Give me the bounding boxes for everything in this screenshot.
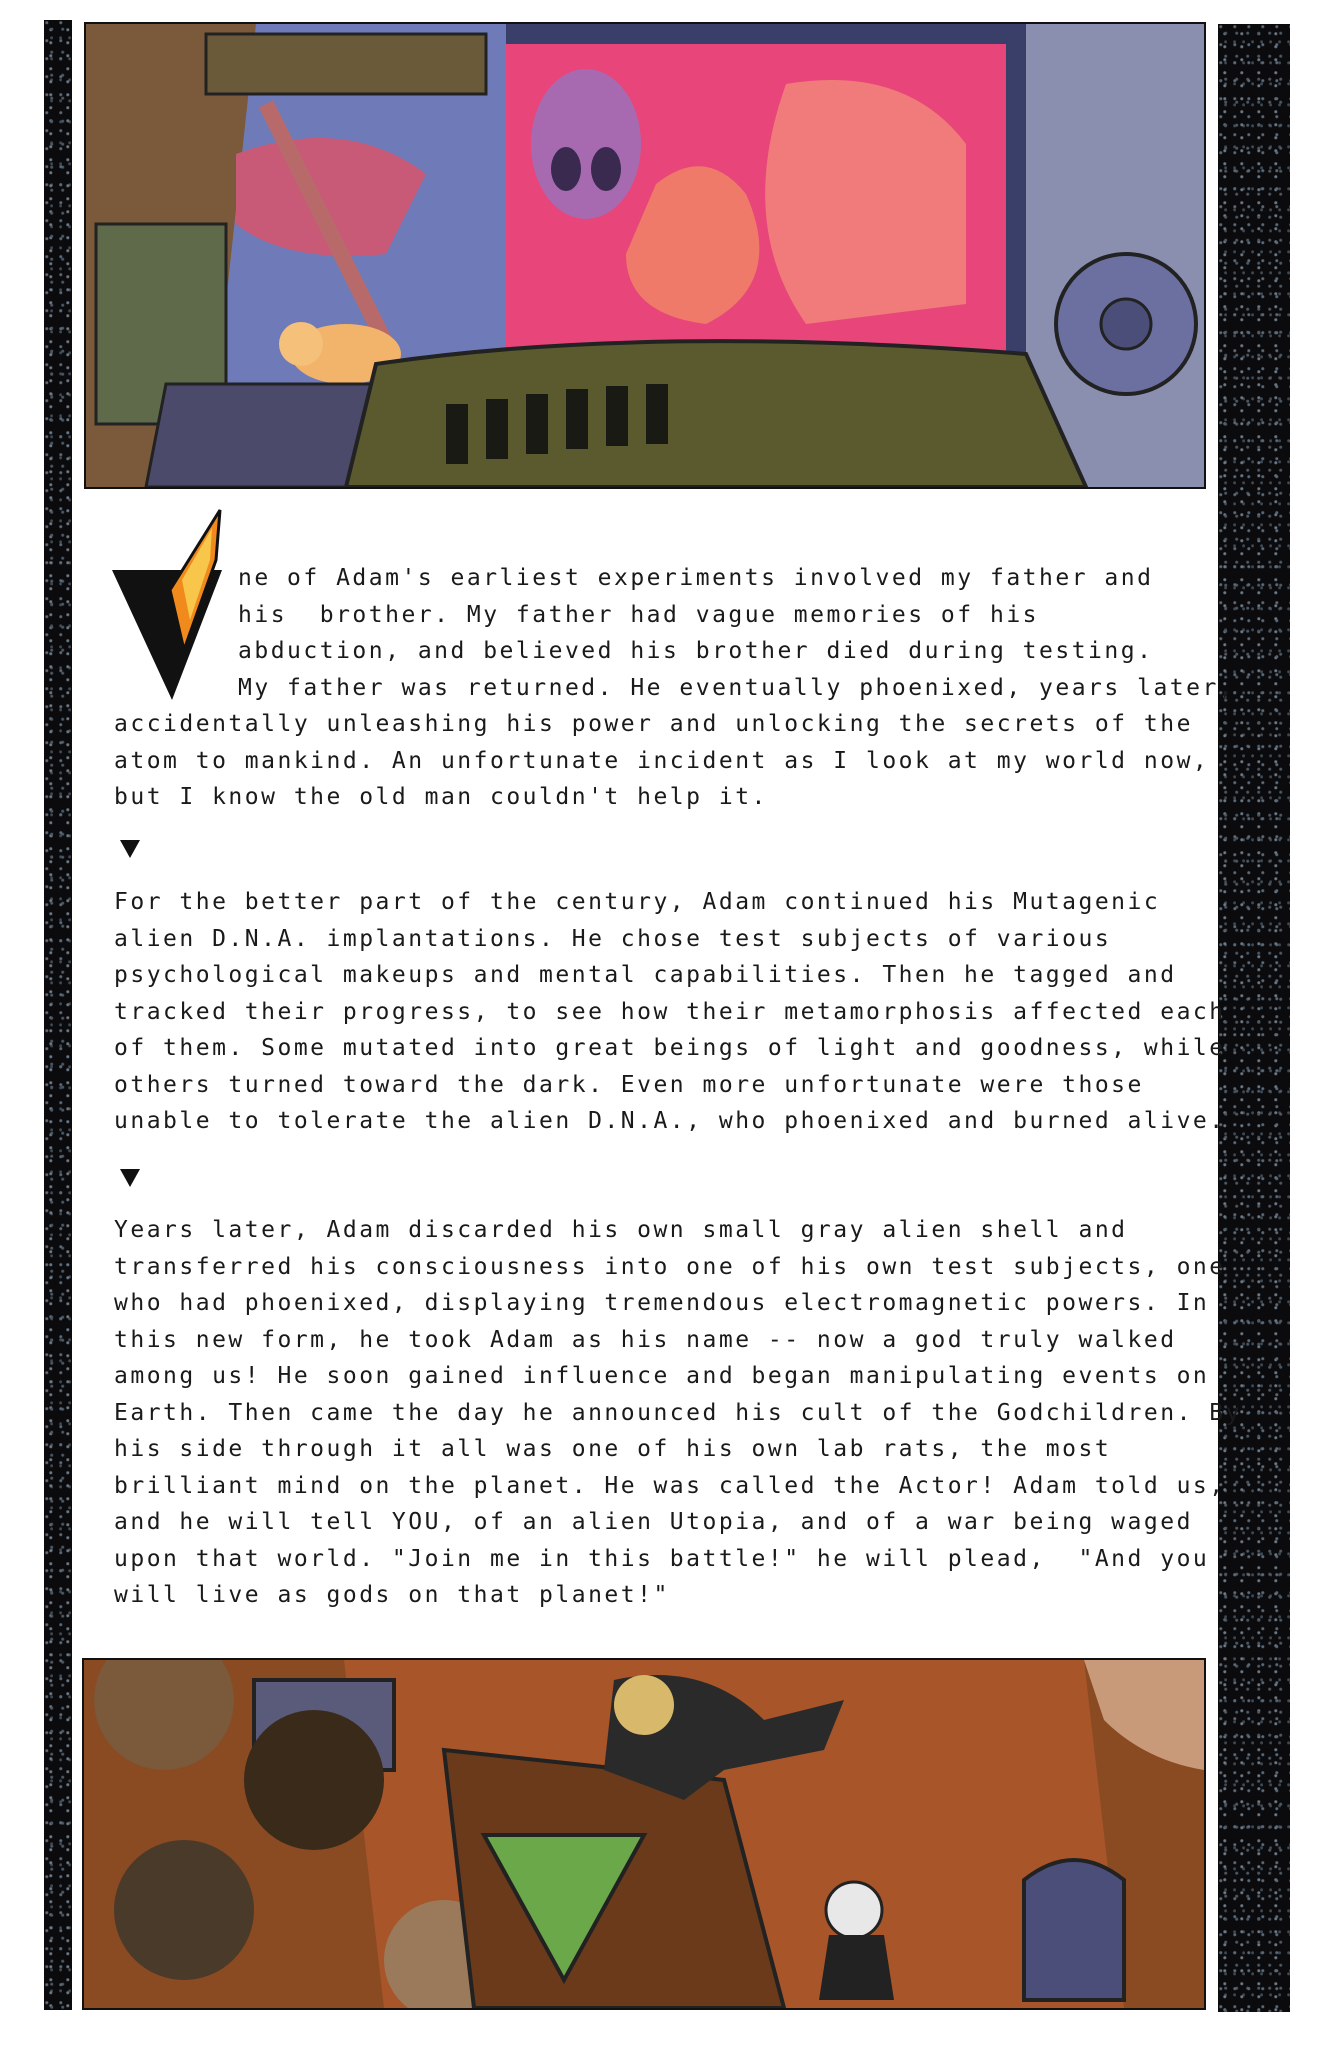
- section-break-triangle-icon: [120, 1169, 140, 1187]
- alien-lab-illustration: [86, 24, 1204, 487]
- podium-speech-illustration: [84, 1660, 1204, 2008]
- paragraph-1-rest: accidentally unleashing his power and unlocking the secrets of the atom to mankind. An unfortunate incident as I look at my world now, but I know the old man couldn't help it.: [114, 711, 1210, 810]
- right-border-strip: [1218, 24, 1290, 2012]
- left-border-strip: [44, 20, 72, 2010]
- dropcap-emblem: [112, 500, 242, 700]
- paragraph-1-lead: ne of Adam's earliest experiments involved my father and his brother. My father had vague memories of his abduction, and believed his brother died during testing. My father was returned. He eventually phoenixed, years later,: [238, 565, 1236, 701]
- paragraph-3: Years later, Adam discarded his own small gray alien shell and transferred his consciousness into one of his own test subjects, one who had phoenixed, displaying tremendous electromagnetic powers. In this new form, he took Adam as his name -- now a god truly walked among us! He soon gained influence and began manipulating events on Earth. Then came the day he announced his cult of the Godchildren. By his side through it all was one of his own lab rats, the most brilliant mind on the planet. He was called the Actor! Adam told us, and he will tell YOU, of an alien Utopia, and of a war being waged upon that world. "Join me in this battle!" he will plead, "And you will live as gods on that planet!": [114, 1217, 1242, 1608]
- dropcap-letter: O: [166, 620, 174, 631]
- bottom-illustration-panel: [82, 1658, 1206, 2010]
- top-illustration-panel: [84, 22, 1206, 489]
- section-break-triangle-icon: [120, 840, 140, 858]
- paragraph-2: For the better part of the century, Adam continued his Mutagenic alien D.N.A. implantations. He chose test subjects of various psychological makeups and mental capabilities. Then he tagged and tracked their progress, to see how their metamorphosis affected each of them. Some mutated into great beings of light and goodness, while others turned toward the dark. Even more unfortunate were those unable to tolerate the alien D.N.A., who phoenixed and burned alive.: [114, 889, 1226, 1134]
